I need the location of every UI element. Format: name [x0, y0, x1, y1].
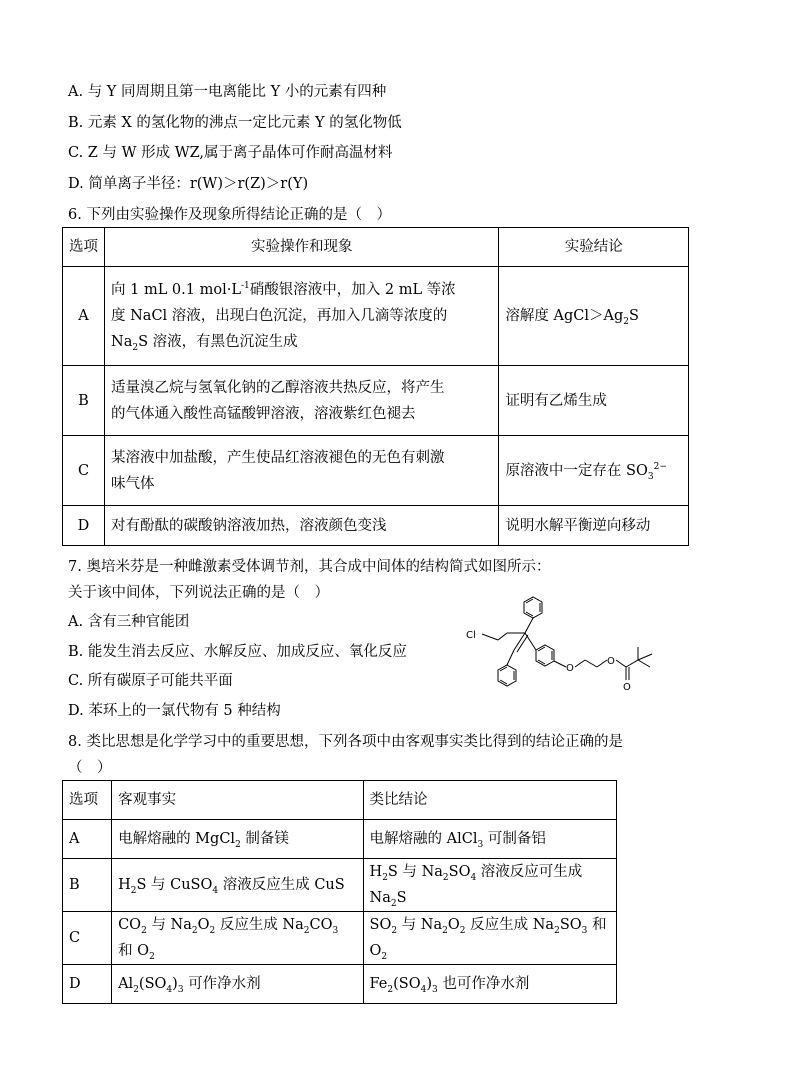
q6-stem: 6. 下列由实验操作及现象所得结论正确的是（ ） — [68, 207, 391, 223]
q5-option-d: D. 简单离子半径：r(W)＞r(Z)＞r(Y) — [68, 176, 309, 192]
top-benzene-ring — [524, 597, 542, 618]
oxygen-label: O — [566, 663, 574, 674]
row-option: A — [63, 267, 105, 366]
q6-table — [62, 227, 689, 546]
row-option: A — [63, 820, 112, 859]
oxygen-label: O — [607, 656, 615, 667]
header-conclusion: 类比结论 — [363, 781, 616, 820]
row-conclusion: $H_2S$ 与 $Na_2SO_4$ 溶液反应可生成 $Na_2S$ — [363, 859, 616, 912]
row-operation: 对有酚酞的碳酸钠溶液加热，溶液颜色变浅 — [105, 506, 499, 546]
row-fact: $CO_2$ 与 $Na_2O_2$ 反应生成 $Na_2CO_3$ 和 $O_2$ — [112, 912, 363, 965]
row-option: C — [63, 436, 105, 506]
row-option: B — [63, 366, 105, 436]
q7-stem-2: 关于该中间体，下列说法正确的是（ ） — [68, 585, 329, 601]
q8-stem-2: （ ） — [68, 760, 112, 776]
row-conclusion: 溶解度 $AgCl>Ag_2S$ — [499, 267, 689, 366]
row-conclusion: 电解熔融的 AlCl$_3$ 可制备铝 — [363, 820, 616, 859]
q7-option-b: B. 能发生消去反应、水解反应、加成反应、氧化反应 — [68, 644, 407, 660]
row-operation: 向 1 mL 0.1 $mol\cdot L^{-1}$硝酸银溶液中，加入 2 mL 等浓 度 NaCl 溶液，出现白色沉淀，再加入几滴等浓度的 $Na_2S$ 溶液，有黑色沉淀生成 — [105, 267, 499, 366]
row-option: B — [63, 859, 112, 912]
row-option: C — [63, 912, 112, 965]
q7-option-d: D. 苯环上的一氯代物有 5 种结构 — [68, 703, 281, 719]
row-conclusion: 说明水解平衡逆向移动 — [499, 506, 689, 546]
row-conclusion: $SO_2$ 与 $Na_2O_2$ 反应生成 $Na_2SO_3$ 和 $O_2$ — [363, 912, 616, 965]
table-row — [63, 859, 617, 912]
table-row — [63, 912, 617, 965]
q7-option-c: C. 所有碳原子可能共平面 — [68, 673, 233, 689]
row-operation: 某溶液中加盐酸，产生使品红溶液褪色的无色有刺激 味气体 — [105, 436, 499, 506]
q8-stem: 8. 类比思想是化学学习中的重要思想，下列各项中由客观事实类比得到的结论正确的是 — [68, 734, 623, 750]
row-option: D — [63, 506, 105, 546]
row-conclusion: $Fe_2(SO_4)_3$ 也可作净水剂 — [363, 965, 616, 1004]
header-option: 选项 — [63, 781, 112, 820]
q5-option-b: B. 元素 X 的氢化物的沸点一定比元素 Y 的氢化物低 — [68, 115, 402, 131]
table-row — [63, 820, 617, 859]
q7-stem: 7. 奥培米芬是一种雌激素受体调节剂，其合成中间体的结构简式如图所示： — [68, 559, 551, 575]
chlorine-label: Cl — [466, 630, 476, 641]
row-fact: $Al_2(SO_4)_3$ 可作净水剂 — [112, 965, 363, 1004]
table-row — [63, 965, 617, 1004]
right-benzene-ring — [536, 645, 554, 666]
table-header-row — [63, 228, 689, 267]
bottom-benzene-ring — [498, 665, 516, 686]
q7-option-a: A. 含有三种官能团 — [68, 614, 190, 630]
row-fact: $H_2S$ 与 CuSO$_4$ 溶液反应生成 CuS — [112, 859, 363, 912]
header-conclusion: 实验结论 — [499, 228, 689, 267]
row-option: D — [63, 965, 112, 1004]
table-row — [63, 506, 689, 546]
row-conclusion: 证明有乙烯生成 — [499, 366, 689, 436]
table-row — [63, 267, 689, 366]
q8-table — [62, 780, 617, 1004]
table-header-row — [63, 781, 617, 820]
header-operation: 实验操作和现象 — [105, 228, 499, 267]
table-row — [63, 436, 689, 506]
row-conclusion: 原溶液中一定存在 $SO_3^{2-}$ — [499, 436, 689, 506]
molecule-structure — [462, 588, 662, 696]
oxygen-label: O — [623, 682, 631, 693]
row-fact: 电解熔融的 MgCl$_2$ 制备镁 — [112, 820, 363, 859]
header-option: 选项 — [63, 228, 105, 267]
q5-option-a: A. 与 Y 同周期且第一电离能比 Y 小的元素有四种 — [68, 84, 387, 100]
q5-option-c: C. Z 与 W 形成 WZ,属于离子晶体可作耐高温材料 — [68, 145, 393, 161]
row-operation: 适量溴乙烷与氢氧化钠的乙醇溶液共热反应，将产生 的气体通入酸性高锰酸钾溶液，溶液紫红色褪去 — [105, 366, 499, 436]
header-fact: 客观事实 — [112, 781, 363, 820]
table-row — [63, 366, 689, 436]
